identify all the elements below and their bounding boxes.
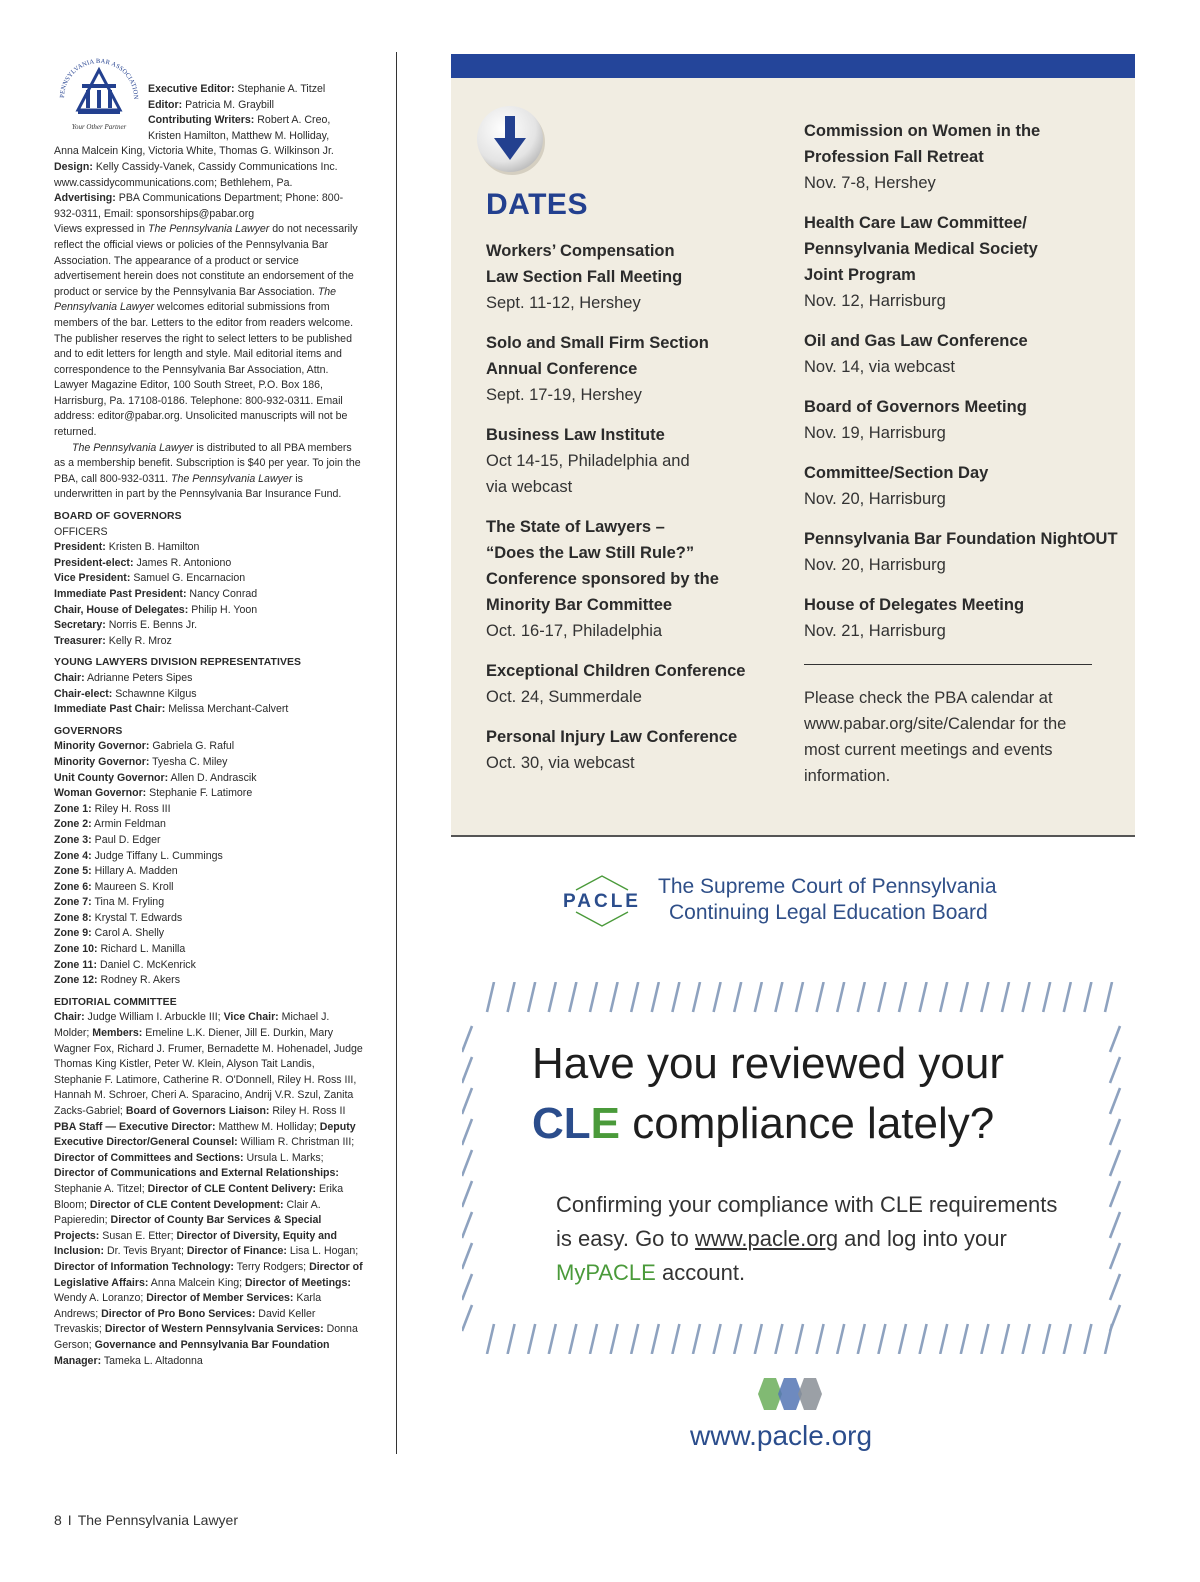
staff-name: Stephanie A. Titzel;: [54, 1182, 148, 1195]
officers-heading: OFFICERS: [54, 525, 108, 538]
stripe: [462, 1150, 472, 1176]
stripe: [796, 982, 803, 1012]
contributing-writers-line2: Kristen Hamilton, Matthew M. Holliday,: [148, 129, 330, 142]
governor-entry: Woman Governor: Stephanie F. Latimore: [54, 787, 253, 800]
stripe: [652, 1324, 659, 1354]
event-detail: Nov. 19, Harrisburg: [804, 424, 946, 442]
stripe: [734, 1324, 741, 1354]
advertising-credit: Advertising: PBA Communications Department; Phone: 800-932-0311, Email: sponsorships@pabar.org: [54, 192, 344, 220]
stripe: [775, 1324, 782, 1354]
event-title: “Does the Law Still Rule?”: [486, 544, 695, 562]
event-item: [486, 724, 786, 776]
stripe: [1110, 1274, 1120, 1300]
staff-role: Deputy Executive Director/General Counsel:: [54, 1120, 356, 1149]
stripe: [462, 1274, 472, 1300]
stripe: [487, 982, 494, 1012]
officer-entry: Chair, House of Delegates: Philip H. Yoon: [54, 603, 258, 616]
stripe: [878, 1324, 885, 1354]
stripe: [1110, 1057, 1120, 1083]
staff-role: Director of Communications and External Relationships:: [54, 1167, 339, 1180]
stripe: [920, 1324, 927, 1354]
event-item: [804, 460, 1124, 512]
stripe: [462, 1181, 472, 1207]
event-title: Pennsylvania Bar Foundation NightOUT: [804, 530, 1118, 548]
staff-role: PBA Staff — Executive Director:: [54, 1120, 216, 1133]
event-detail: Oct. 16-17, Philadelphia: [486, 622, 663, 640]
stripe: [714, 982, 721, 1012]
officer-entry: President-elect: James R. Antoniono: [54, 556, 232, 569]
staff-name: Erika Bloom;: [54, 1182, 344, 1211]
event-item: [486, 422, 786, 500]
yld-heading: YOUNG LAWYERS DIVISION REPRESENTATIVES: [54, 657, 302, 669]
stripe: [590, 982, 597, 1012]
event-item: [486, 330, 786, 408]
event-detail: Nov. 20, Harrisburg: [804, 556, 946, 574]
board-of-governors-heading: BOARD OF GOVERNORS: [54, 511, 182, 523]
stripe: [817, 982, 824, 1012]
stripe: [837, 982, 844, 1012]
staff-name: Dr. Tevis Bryant;: [104, 1245, 187, 1258]
staff-name: Donna Gerson;: [54, 1323, 358, 1351]
stripe: [1023, 982, 1030, 1012]
stripe: [462, 1119, 472, 1145]
stripe: [1110, 1212, 1120, 1238]
contributing-writers: Contributing Writers: Robert A. Creo,: [148, 114, 331, 127]
event-item: [804, 210, 1124, 314]
staff-role: Director of CLE Content Delivery:: [147, 1182, 316, 1195]
event-title: Health Care Law Committee/: [804, 214, 1027, 232]
staff-role: Director of Western Pennsylvania Services:: [104, 1323, 324, 1336]
stripe: [462, 1212, 472, 1238]
governors-heading: GOVERNORS: [54, 725, 123, 737]
event-detail: Nov. 14, via webcast: [804, 358, 956, 376]
event-title: House of Delegates Meeting: [804, 596, 1025, 614]
stripe: [462, 1305, 472, 1331]
staff-name: Wendy A. Loranzo;: [54, 1292, 147, 1305]
stripe: [1110, 1026, 1120, 1052]
stripe: [631, 1324, 638, 1354]
yld-entry: Immediate Past Chair: Melissa Merchant-Calvert: [54, 703, 289, 716]
governor-entry: Zone 5: Hillary A. Madden: [54, 865, 178, 878]
governor-entry: Zone 6: Maureen S. Kroll: [54, 880, 174, 893]
dates-title: DATES: [486, 188, 588, 221]
staff-name: Lisa L. Hogan;: [286, 1245, 359, 1258]
event-title: Business Law Institute: [486, 426, 665, 444]
stripe: [940, 982, 947, 1012]
stripe: [672, 1324, 679, 1354]
governor-entry: Unit County Governor: Allen D. Andrascik: [54, 771, 257, 784]
editorial-committee-heading: EDITORIAL COMMITTEE: [54, 996, 177, 1008]
event-detail: Sept. 17-19, Hershey: [486, 386, 642, 404]
stripe: [693, 982, 700, 1012]
board-line-2: Continuing Legal Education Board: [669, 901, 988, 924]
stripe: [1110, 1088, 1120, 1114]
column-divider: [396, 52, 397, 1454]
dates-top-bar: [451, 54, 1135, 78]
pacle-logo-text: PACLE: [563, 891, 641, 912]
stripe: [631, 982, 638, 1012]
page-footer: 8 I The Pennsylvania Lawyer: [54, 1512, 238, 1528]
staff-name: Matthew M. Holliday;: [215, 1120, 320, 1133]
officer-entry: President: Kristen B. Hamilton: [54, 541, 200, 554]
stripe: [775, 982, 782, 1012]
stripe: [878, 982, 885, 1012]
event-detail: Sept. 11-12, Hershey: [486, 294, 641, 312]
governor-entry: Zone 8: Krystal T. Edwards: [54, 911, 183, 924]
event-title: Commission on Women in the: [804, 122, 1041, 140]
event-detail: Oct. 24, Summerdale: [486, 688, 642, 706]
stripe: [508, 982, 515, 1012]
staff-name: Anna Malcein King;: [148, 1276, 245, 1289]
stripe: [714, 1324, 721, 1354]
event-detail: Oct. 30, via webcast: [486, 754, 635, 772]
arrow-down-icon: [475, 104, 547, 176]
stripe: [755, 1324, 762, 1354]
stripe: [1084, 1324, 1091, 1354]
cle-headline: Have you reviewed your CLE compliance lately?: [532, 1039, 1005, 1148]
stripe: [611, 1324, 618, 1354]
stripe: [961, 982, 968, 1012]
stripe: [462, 1026, 472, 1052]
officer-entry: Secretary: Norris E. Benns Jr.: [54, 619, 198, 632]
stripe: [1105, 982, 1112, 1012]
pacle-url[interactable]: www.pacle.org: [690, 1420, 873, 1451]
stripe: [858, 1324, 865, 1354]
officer-entry: Immediate Past President: Nancy Conrad: [54, 588, 258, 600]
stripe: [734, 982, 741, 1012]
calendar-note-line: most current meetings and events: [804, 741, 1053, 759]
editor: Editor: Patricia M. Graybill: [148, 98, 274, 111]
events-right-column: [804, 118, 1124, 789]
stripe: [549, 982, 556, 1012]
governor-entry: Zone 12: Rodney R. Akers: [54, 974, 181, 987]
governor-entry: Zone 3: Paul D. Edger: [54, 833, 161, 846]
stripe: [920, 982, 927, 1012]
design-credit: Design: Kelly Cassidy-Vanek, Cassidy Communications Inc. www.cassidycommunications.com; Bethlehem, Pa.: [54, 160, 338, 189]
page-number: 8: [54, 1512, 62, 1528]
staff-role: Director of Diversity, Equity and Inclusion:: [54, 1229, 337, 1258]
governor-entry: Zone 10: Richard L. Manilla: [54, 943, 186, 956]
governors-list: [54, 739, 364, 989]
stripe: [961, 1324, 968, 1354]
dates-bottom-rule: [451, 835, 1135, 837]
stripe: [1002, 982, 1009, 1012]
event-detail: Nov. 7-8, Hershey: [804, 174, 936, 192]
stripe: [1110, 1119, 1120, 1145]
staff-role: Director of CLE Content Development:: [89, 1198, 284, 1211]
pacle-link[interactable]: www.pacle.org: [694, 1226, 839, 1251]
staff-role: Director of Information Technology:: [54, 1260, 234, 1273]
hexagon-cluster-icon: [754, 1374, 834, 1414]
event-detail: via webcast: [486, 478, 573, 496]
editorial-committee: Chair: Judge William I. Arbuckle III; Vice Chair: Michael J. Molder; Members: Emeline L.K. Diener, Jill E. Durkin, Mary Wagner Fox, Richard J. Frumer, Bernadette M. Hohenadel, Judge Thomas King Kistler, Peter W. Klein, Alyson Tait Landis, Stephanie F. Latimore, Catherine R. O'Donnell, Riley H. Ross III, Hannah M. Schroer, Cheri A. Sparacino, Andrij V.R. Szul, Zanita Zacks-Gabriel; Board of Governors Liaison: Riley H. Ross II: [54, 1011, 363, 1117]
stripe: [1023, 1324, 1030, 1354]
stripe: [462, 1243, 472, 1269]
event-item: [486, 514, 786, 644]
stripe: [1110, 1181, 1120, 1207]
event-title: Solo and Small Firm Section: [486, 334, 709, 352]
governor-entry: Zone 9: Carol A. Shelly: [54, 927, 165, 940]
staff-role: Director of Committees and Sections:: [54, 1151, 244, 1164]
masthead: [54, 56, 364, 1369]
staff-name: Clair A. Papieredin;: [54, 1198, 321, 1227]
stripe: [693, 1324, 700, 1354]
event-title: Committee/Section Day: [804, 464, 989, 482]
exec-editor: Executive Editor: Stephanie A. Titzel: [148, 83, 326, 95]
stripe: [981, 982, 988, 1012]
event-detail: Nov. 12, Harrisburg: [804, 292, 946, 310]
event-item: [804, 526, 1124, 578]
distribution-paragraph: The Pennsylvania Lawyer is distributed to all PBA members as a membership benefit. Subscription is $40 per year. To join the PBA, call 800-932-0311. The Pennsylvania Lawyer is underwritten in part by the Pennsylvania Bar Insurance Fund.: [54, 441, 361, 501]
stripe: [1064, 1324, 1071, 1354]
event-detail: Oct 14-15, Philadelphia and: [486, 452, 690, 470]
staff-name: William R. Christman III;: [237, 1136, 355, 1149]
event-title: Oil and Gas Law Conference: [804, 332, 1028, 350]
event-title: Annual Conference: [486, 360, 638, 378]
stripe: [462, 1057, 472, 1083]
stripe: [569, 982, 576, 1012]
event-title: Exceptional Children Conference: [486, 662, 746, 680]
stripe: [1064, 982, 1071, 1012]
stripe: [1110, 1305, 1120, 1331]
event-title: Conference sponsored by the: [486, 570, 719, 588]
event-item: [804, 118, 1124, 196]
governor-entry: Zone 11: Daniel C. McKenrick: [54, 958, 196, 971]
stripe: [549, 1324, 556, 1354]
stripe: [1002, 1324, 1009, 1354]
calendar-note-line: information.: [804, 767, 891, 785]
stripe: [755, 982, 762, 1012]
board-line-1: The Supreme Court of Pennsylvania: [658, 875, 997, 898]
stripe: [569, 1324, 576, 1354]
stripe: [1110, 1150, 1120, 1176]
officers-list: [54, 540, 364, 649]
stripe: [981, 1324, 988, 1354]
stripe: [652, 982, 659, 1012]
calendar-note-line: www.pabar.org/site/Calendar for the: [804, 715, 1067, 733]
staff-role: Director of Member Services:: [146, 1292, 294, 1305]
officer-entry: Treasurer: Kelly R. Mroz: [54, 634, 172, 647]
event-title: Workers’ Compensation: [486, 242, 675, 260]
stripe: [1110, 1243, 1120, 1269]
staff-role: Director of Finance:: [186, 1245, 287, 1258]
event-title: Law Section Fall Meeting: [486, 268, 683, 286]
event-title: Minority Bar Committee: [486, 596, 673, 614]
yld-list: [54, 671, 364, 718]
pacle-logo: [558, 870, 646, 932]
staff-role: Director of County Bar Services & Special Projects:: [54, 1214, 322, 1242]
cle-body: Confirming your compliance with CLE requirements is easy. Go to www.pacle.org and log into your MyPACLE account.: [556, 1192, 1058, 1285]
pba-staff: [54, 1120, 364, 1370]
event-title: The State of Lawyers –: [486, 518, 665, 536]
staff-name: Susan E. Etter;: [99, 1229, 177, 1242]
event-detail: Nov. 20, Harrisburg: [804, 490, 946, 508]
staff-name: Tameka L. Altadonna: [101, 1354, 203, 1367]
stripe: [796, 1324, 803, 1354]
stripe: [837, 1324, 844, 1354]
stripe: [590, 1324, 597, 1354]
event-title: Personal Injury Law Conference: [486, 728, 738, 746]
governor-entry: Zone 7: Tina M. Fryling: [54, 896, 165, 909]
logo-arc-text: PENNSYLVANIA BAR ASSOCIATION: [58, 57, 140, 100]
stripe: [508, 1324, 515, 1354]
stripe: [611, 982, 618, 1012]
staff-role: Director of Pro Bono Services:: [101, 1307, 256, 1320]
officer-entry: Vice President: Samuel G. Encarnacion: [54, 572, 246, 585]
governor-entry: Zone 4: Judge Tiffany L. Cummings: [54, 849, 223, 862]
staff-role: Director of Meetings:: [245, 1276, 351, 1289]
stripe: [672, 982, 679, 1012]
governor-entry: Minority Governor: Tyesha C. Miley: [54, 755, 228, 768]
event-title: Board of Governors Meeting: [804, 398, 1027, 416]
event-item: [804, 592, 1124, 644]
event-title: Joint Program: [804, 266, 916, 284]
stripe: [899, 1324, 906, 1354]
event-item: [804, 328, 1124, 380]
stripe: [528, 982, 535, 1012]
staff-name: Ursula L. Marks;: [243, 1151, 324, 1164]
events-left-column: [486, 238, 786, 790]
yld-entry: Chair-elect: Schawnne Kilgus: [54, 687, 197, 700]
event-item: [486, 658, 786, 710]
logo-tagline: Your Other Partner: [71, 123, 127, 131]
pacle-board-name: [658, 874, 997, 926]
disclaimer-paragraph: Views expressed in The Pennsylvania Lawyer do not necessarily reflect the official views or policies of the Pennsylvania Bar Association. The appearance of a product or service advertisement herein does not constitute an endorsement of the product or service by the Pennsylvania Bar Association. The Pennsylvania Lawyer welcomes editorial submissions from members of the bar. Letters to the editor from readers welcome. The publisher reserves the right to select letters to be published and to edit letters for length and style. Mail editorial items and correspondence to the Pennsylvania Bar Association, Attn. Lawyer Magazine Editor, 100 South Street, P.O. Box 186, Harrisburg, Pa. 17108-0186. Telephone: 800-932-0311. Email address: editor@pabar.org. Unsolicited manuscripts will not be returned.: [54, 223, 358, 439]
contributing-writers-line3: Anna Malcein King, Victoria White, Thomas G. Wilkinson Jr.: [54, 145, 334, 158]
stripe: [940, 1324, 947, 1354]
calendar-note: [804, 685, 1124, 789]
event-title: Pennsylvania Medical Society: [804, 240, 1038, 258]
stripe: [462, 1088, 472, 1114]
stripe: [899, 982, 906, 1012]
staff-name: David Keller Trevaskis;: [54, 1307, 316, 1336]
staff-name: Karla Andrews;: [54, 1292, 322, 1320]
stripe: [1043, 1324, 1050, 1354]
stripe: [1043, 982, 1050, 1012]
governor-entry: Minority Governor: Gabriela G. Raful: [54, 740, 235, 753]
stripe: [858, 982, 865, 1012]
governor-entry: Zone 2: Armin Feldman: [54, 818, 166, 831]
event-item: [486, 238, 786, 316]
calendar-rule: [804, 664, 1092, 665]
stripe: [528, 1324, 535, 1354]
staff-role: Director of Legislative Affairs:: [54, 1260, 363, 1289]
staff-role: Governance and Pennsylvania Bar Foundation Manager:: [54, 1338, 330, 1367]
stripe: [487, 1324, 494, 1354]
publication-name: The Pennsylvania Lawyer: [77, 1512, 238, 1528]
event-detail: Nov. 21, Harrisburg: [804, 622, 946, 640]
event-item: [804, 394, 1124, 446]
stripe: [817, 1324, 824, 1354]
staff-name: Terry Rodgers;: [233, 1260, 310, 1273]
governor-entry: Zone 1: Riley H. Ross III: [54, 802, 171, 815]
yld-entry: Chair: Adrianne Peters Sipes: [54, 671, 193, 684]
stripe: [1084, 982, 1091, 1012]
calendar-note-line: Please check the PBA calendar at: [804, 689, 1053, 707]
event-title: Profession Fall Retreat: [804, 148, 984, 166]
